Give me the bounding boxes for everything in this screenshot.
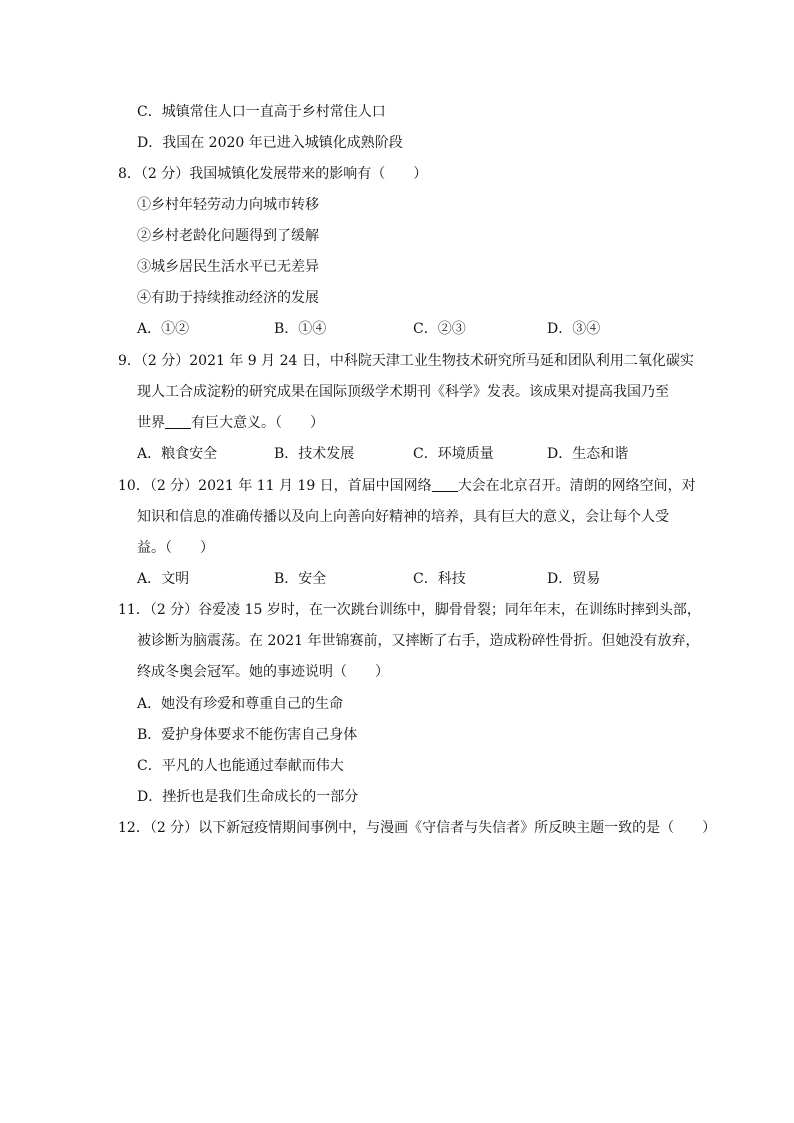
q7-option-c: C．城镇常住人口一直高于乡村常住人口 [137, 104, 386, 120]
q8-item-2: ②乡村老龄化问题得到了缓解 [137, 228, 319, 244]
q9-line-1: 9．（2 分）2021 年 9 月 24 日，中科院天津工业生物技术研究所马延和团队利用二氧化碳实 [118, 353, 694, 369]
q11-line-1: 11．（2 分）谷爱凌 15 岁时，在一次跳台训练中，脚骨骨裂；同年年末，在训练时摔到头部， [118, 602, 701, 618]
q11-option-c: C．平凡的人也能通过奉献而伟大 [137, 758, 344, 774]
q9-line-3-pre: 世界 [137, 415, 165, 431]
q12-stem: 12．（2 分）以下新冠疫情期间事例中，与漫画《守信者与失信者》所反映主题一致的是（ ） [118, 820, 717, 836]
q10-option-b: B．安全 [274, 571, 327, 587]
q11-line-2: 被诊断为脑震荡。在 2021 年世锦赛前，又摔断了右手，造成粉碎性骨折。但她没有放弃， [137, 633, 700, 649]
q9-option-d: D．生态和谐 [547, 446, 629, 462]
q10-option-d: D．贸易 [547, 571, 601, 587]
q11-option-a: A．她没有珍爱和尊重自己的生命 [137, 696, 344, 712]
q9-line-2: 现人工合成淀粉的研究成果在国际顶级学术期刊《科学》发表。该成果对提高我国乃至 [137, 384, 669, 400]
q8-item-1: ①乡村年轻劳动力向城市转移 [137, 197, 319, 213]
q10-line-1-pre: 10．（2 分）2021 年 11 月 19 日，首届中国网络 [118, 478, 432, 494]
q10-line-2: 知识和信息的准确传播以及向上向善向好精神的培养，具有巨大的意义，会让每个人受 [137, 509, 669, 525]
q8-option-d: D．③④ [547, 321, 601, 337]
q8-stem: 8．（2 分）我国城镇化发展带来的影响有（ ） [118, 166, 428, 182]
q11-option-b: B．爱护身体要求不能伤害自己身体 [137, 727, 358, 743]
q9-line-3 [137, 413, 324, 433]
q8-option-a: A．①② [137, 321, 190, 337]
q8-option-b: B．①④ [274, 321, 327, 337]
q9-option-c: C．环境质量 [413, 446, 494, 462]
q11-line-3: 终成冬奥会冠军。她的事迹说明（ ） [137, 664, 389, 680]
q9-option-a: A．粮食安全 [137, 446, 218, 462]
q10-line-1 [118, 476, 696, 496]
q10-blank [432, 477, 458, 492]
q10-line-3: 益。（ ） [137, 540, 214, 556]
q10-option-c: C．科技 [413, 571, 466, 587]
q8-item-4: ④有助于持续推动经济的发展 [137, 290, 319, 306]
q10-line-1-post: 大会在北京召开。清朗的网络空间，对 [457, 478, 696, 494]
q9-line-3-post: 有巨大意义。（ ） [191, 415, 324, 431]
q9-blank [165, 414, 191, 429]
q11-option-d: D．挫折也是我们生命成长的一部分 [137, 789, 359, 805]
q9-option-b: B．技术发展 [274, 446, 355, 462]
q10-option-a: A．文明 [137, 571, 190, 587]
q8-item-3: ③城乡居民生活水平已无差异 [137, 259, 319, 275]
q7-option-d: D．我国在 2020 年已进入城镇化成熟阶段 [137, 135, 403, 151]
q8-option-c: C．②③ [413, 321, 466, 337]
